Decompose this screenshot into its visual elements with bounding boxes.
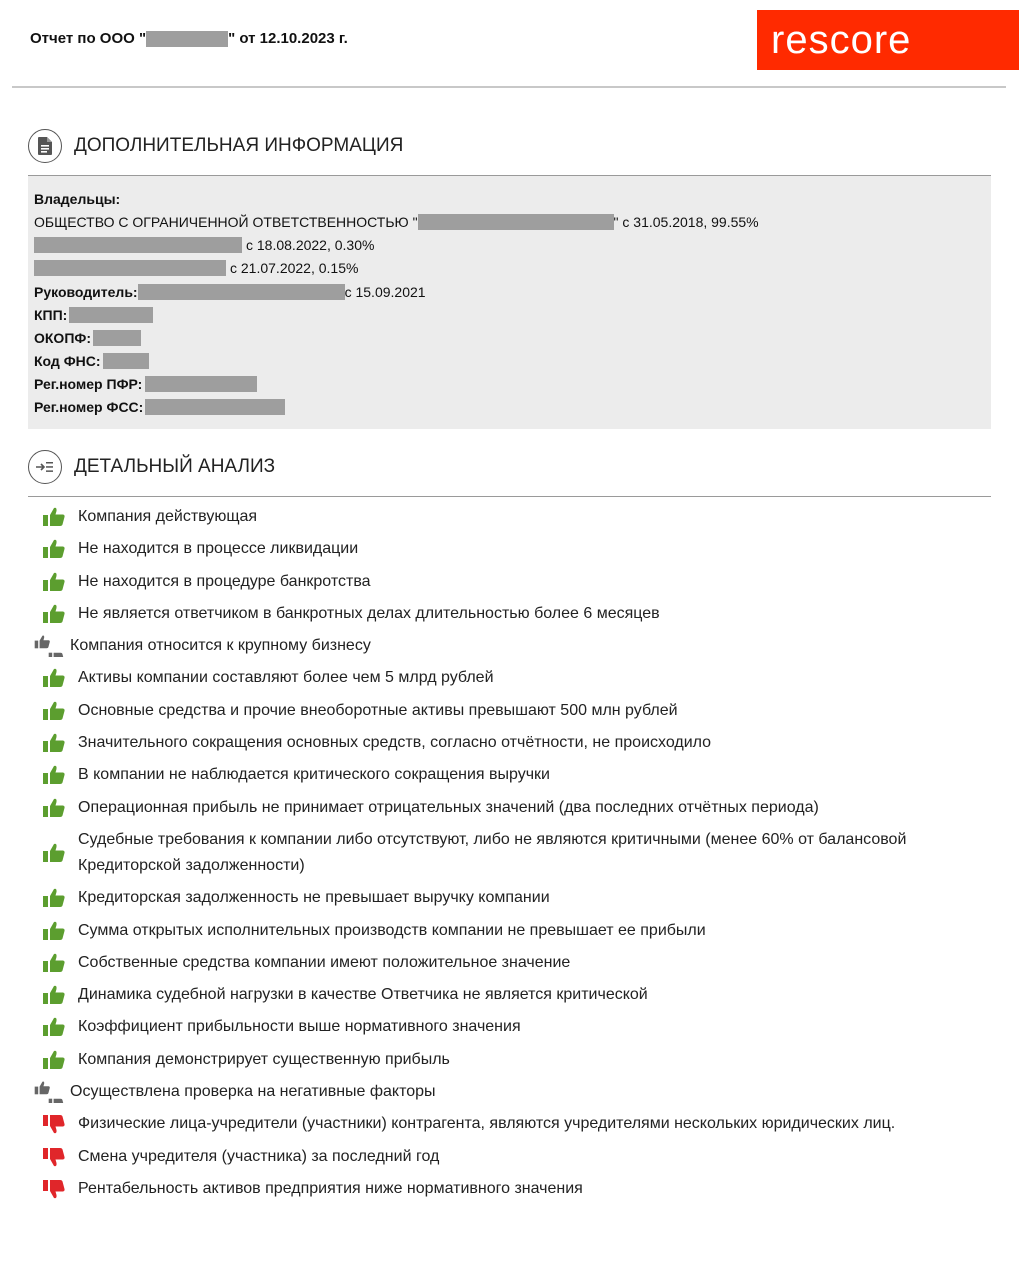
redacted-owner-3 [34, 260, 226, 276]
thumbs-up-icon [36, 730, 78, 756]
fss-line [34, 399, 285, 415]
analysis-item-text: Не находится в процессе ликвидации [78, 540, 359, 558]
analysis-item-text: Не находится в процедуре банкротства [78, 572, 371, 590]
kpp-label: КПП: [34, 307, 68, 323]
thumbs-up-icon [36, 569, 78, 595]
thumbs-down-icon [36, 1111, 78, 1137]
analysis-item [36, 1014, 996, 1040]
analysis-item [36, 1111, 996, 1137]
analysis-item-text: Собственные средства компании имеют положительное значение [78, 953, 571, 971]
redacted-pfr [145, 376, 257, 392]
owner-1-prefix: ОБЩЕСТВО С ОГРАНИЧЕННОЙ ОТВЕТСТВЕННОСТЬЮ " [34, 214, 418, 230]
analysis-item-text: Смена учредителя (участника) за последний год [78, 1147, 440, 1165]
okopf-label: ОКОПФ: [34, 330, 91, 346]
rescore-logo: rescore [757, 10, 1019, 70]
redacted-owner-2 [34, 237, 242, 253]
thumbs-up-icon [36, 950, 78, 976]
analysis-item [36, 730, 996, 756]
fss-label: Рег.номер ФСС: [34, 399, 144, 415]
thumbs-up-icon [36, 601, 78, 627]
kpp-line [34, 307, 153, 323]
analysis-item [36, 918, 996, 944]
director-label: Руководитель: [34, 284, 138, 300]
owner-2 [34, 237, 374, 253]
title-prefix: Отчет по ООО " [30, 30, 147, 47]
analysis-item-text: Сумма открытых исполнительных производств компании не превышает ее прибыли [78, 921, 706, 939]
pfr-label: Рег.номер ПФР: [34, 376, 143, 392]
analysis-item-text: Компания относится к крупному бизнесу [70, 637, 371, 655]
analysis-item-text: Компания демонстрирует существенную прибыль [78, 1050, 450, 1068]
thumbs-up-icon [36, 762, 78, 788]
detailed-analysis-title: ДЕТАЛЬНЫЙ АНАЛИЗ [74, 456, 276, 477]
additional-info-title: ДОПОЛНИТЕЛЬНАЯ ИНФОРМАЦИЯ [74, 135, 404, 156]
thumbs-up-icon [36, 840, 78, 866]
analysis-item [36, 665, 996, 691]
thumbs-up-icon [36, 885, 78, 911]
analysis-item-text: Значительного сокращения основных средств, согласно отчётности, не происходило [78, 734, 712, 752]
analysis-item [36, 1144, 996, 1170]
analysis-item [36, 950, 996, 976]
redacted-fss [145, 399, 285, 415]
analysis-item-text: Основные средства и прочие внеоборотные активы превышают 500 млн рублей [78, 701, 678, 719]
detailed-analysis-heading [28, 450, 275, 484]
thumbs-down-icon [36, 1176, 78, 1202]
thumbs-up-icon [36, 1047, 78, 1073]
thumbs-up-icon [36, 982, 78, 1008]
fns-line [34, 353, 149, 369]
analysis-item [36, 885, 996, 911]
redacted-director [138, 284, 345, 300]
thumbs-up-icon [36, 698, 78, 724]
analysis-item [36, 1079, 996, 1105]
additional-info-heading [28, 129, 403, 163]
analysis-item [36, 698, 996, 724]
analysis-item [36, 1176, 996, 1202]
analysis-item-text: Рентабельность активов предприятия ниже нормативного значения [78, 1179, 583, 1197]
redacted-kpp [69, 307, 153, 323]
section-divider [28, 496, 991, 497]
owner-1 [34, 214, 759, 230]
redacted-owner-1 [418, 214, 614, 230]
document-icon [28, 129, 62, 163]
redacted-company-name [146, 31, 228, 47]
pfr-line [34, 376, 257, 392]
report-header [0, 0, 1019, 90]
analysis-item-text: Операционная прибыль не принимает отрицательных значений (два последних отчётных периода) [78, 798, 819, 816]
owner-3-suffix: с 21.07.2022, 0.15% [230, 260, 359, 276]
analysis-item [36, 827, 996, 879]
analysis-item-text: Осуществлена проверка на негативные факторы [70, 1083, 436, 1101]
title-suffix: " от 12.10.2023 г. [228, 30, 348, 47]
owners-label: Владельцы: [34, 191, 121, 207]
okopf-line [34, 330, 141, 346]
analysis-item [36, 1047, 996, 1073]
analysis-item [36, 982, 996, 1008]
arrow-list-icon [28, 450, 62, 484]
director-line [34, 284, 426, 300]
thumbs-up-icon [36, 795, 78, 821]
owners-label-line [34, 191, 120, 207]
thumbs-down-icon [36, 1144, 78, 1170]
analysis-item [36, 536, 996, 562]
thumbs-up-icon [36, 504, 78, 530]
analysis-item [36, 569, 996, 595]
analysis-item-text: Физические лица-учредители (участники) контрагента, являются учредителями нескольких юридических лиц. [78, 1115, 896, 1133]
analysis-item [36, 762, 996, 788]
analysis-item-text: Судебные требования к компании либо отсутствуют, либо не являются критичными (менее 60% от балансовой Кредиторской задолженности) [78, 830, 907, 874]
analysis-item-text: В компании не наблюдается критического сокращения выручки [78, 766, 550, 784]
analysis-list [36, 504, 996, 1208]
report-title [30, 30, 348, 47]
analysis-item [36, 633, 996, 659]
thumbs-neutral-icon [34, 1079, 70, 1105]
thumbs-up-icon [36, 536, 78, 562]
owner-1-suffix: " с 31.05.2018, 99.55% [613, 214, 759, 230]
fns-label: Код ФНС: [34, 353, 101, 369]
owner-2-suffix: с 18.08.2022, 0.30% [246, 237, 375, 253]
analysis-item-text: Кредиторская задолженность не превышает выручку компании [78, 889, 550, 907]
redacted-okopf [93, 330, 141, 346]
owner-3 [34, 260, 358, 276]
analysis-item-text: Коэффициент прибыльности выше нормативного значения [78, 1018, 521, 1036]
thumbs-up-icon [36, 665, 78, 691]
analysis-item-text: Активы компании составляют более чем 5 млрд рублей [78, 669, 494, 687]
analysis-item-text: Не является ответчиком в банкротных делах длительностью более 6 месяцев [78, 604, 660, 622]
thumbs-neutral-icon [34, 633, 70, 659]
analysis-item-text: Динамика судебной нагрузки в качестве Ответчика не является критической [78, 986, 648, 1004]
director-suffix: с 15.09.2021 [344, 284, 426, 300]
header-divider [12, 86, 1006, 88]
analysis-item [36, 504, 996, 530]
thumbs-up-icon [36, 1014, 78, 1040]
thumbs-up-icon [36, 918, 78, 944]
analysis-item-text: Компания действующая [78, 508, 258, 525]
redacted-fns [103, 353, 149, 369]
analysis-item [36, 795, 996, 821]
analysis-item [36, 601, 996, 627]
additional-info-box [28, 176, 991, 429]
